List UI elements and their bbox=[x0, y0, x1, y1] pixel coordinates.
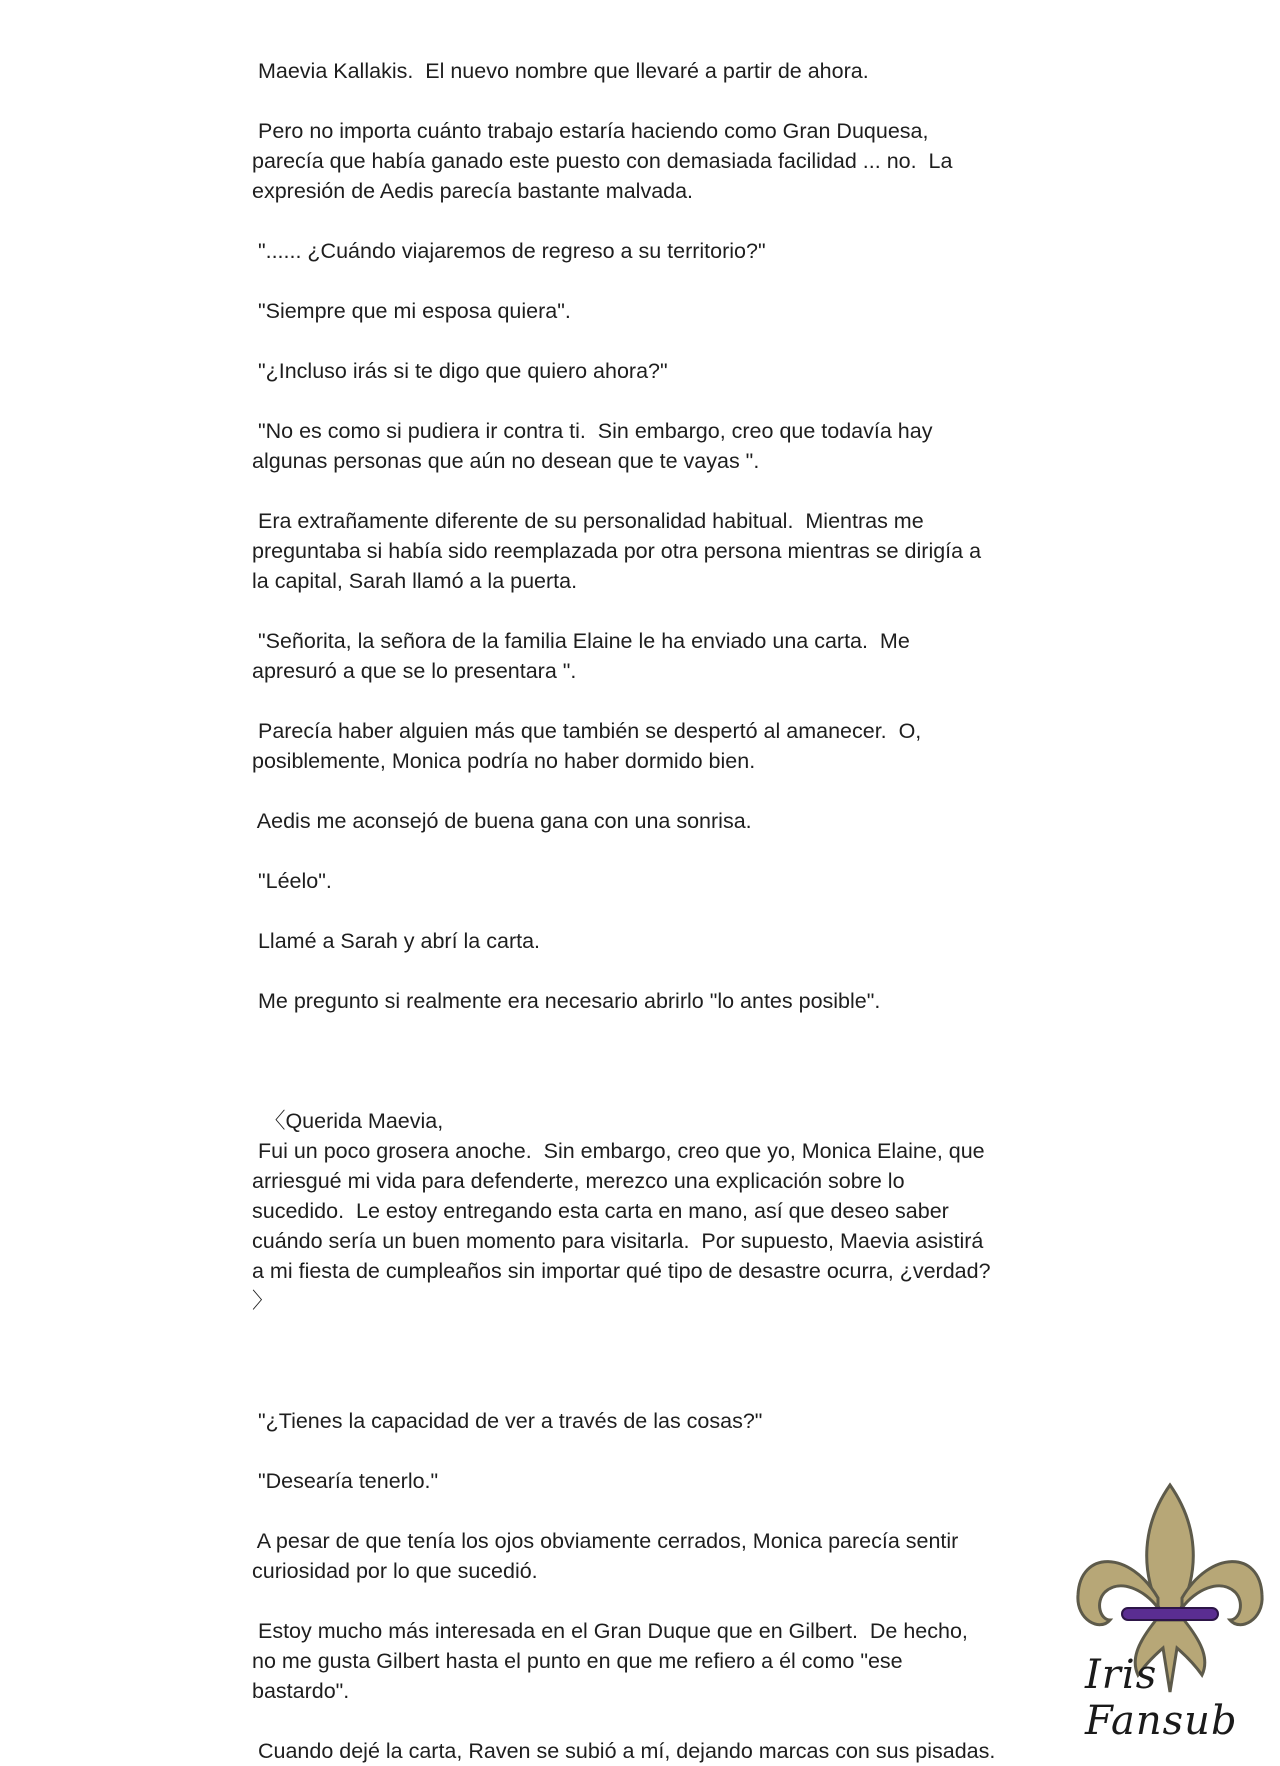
paragraph: Maevia Kallakis. El nuevo nombre que llevaré a partir de ahora. bbox=[252, 59, 869, 83]
paragraph: Parecía haber alguien más que también se despertó al amanecer. O, posiblemente, Monica podría no haber dormido bien. bbox=[252, 719, 922, 773]
paragraph: Aedis me aconsejó de buena gana con una sonrisa. bbox=[252, 809, 752, 833]
paragraph: "No es como si pudiera ir contra ti. Sin embargo, creo que todavía hay algunas personas que aún no desean que te vayas ". bbox=[252, 419, 933, 473]
paragraph: "...... ¿Cuándo viajaremos de regreso a su territorio?" bbox=[252, 239, 766, 263]
paragraph: Cuando dejé la carta, Raven se subió a mí, dejando marcas con sus pisadas. bbox=[252, 1739, 996, 1763]
paragraph: "Siempre que mi esposa quiera". bbox=[252, 299, 571, 323]
paragraph: Pero no importa cuánto trabajo estaría haciendo como Gran Duquesa, parecía que había ganado este puesto con demasiada facilidad ... no. La expresión de Aedis parecía bastante malvada. bbox=[252, 119, 953, 203]
paragraph: "Señorita, la señora de la familia Elaine le ha enviado una carta. Me apresuró a que se lo presentara ". bbox=[252, 629, 910, 683]
letter-block: 〈Querida Maevia, Fui un poco grosera anoche. Sin embargo, creo que yo, Monica Elaine, que arriesgué mi vida para defenderte, merezco una explicación sobre lo sucedido. Le estoy entregando esta carta en mano, así que deseo saber cuándo sería un buen momento para visitarla. Por supuesto, Maevia asistirá a mi fiesta de cumpleaños sin importar qué tipo de desastre ocurra, ¿verdad? 〉 bbox=[252, 1109, 991, 1313]
paragraph: A pesar de que tenía los ojos obviamente cerrados, Monica parecía sentir curiosidad por lo que sucedió. bbox=[252, 1529, 959, 1583]
watermark-text: Iris Fansub bbox=[1085, 1652, 1238, 1744]
paragraph: "¿Incluso irás si te digo que quiero ahora?" bbox=[252, 359, 668, 383]
paragraph: Llamé a Sarah y abrí la carta. bbox=[252, 929, 541, 953]
paragraph: Me pregunto si realmente era necesario abrirlo "lo antes posible". bbox=[252, 989, 881, 1013]
paragraph: "Desearía tenerlo." bbox=[252, 1469, 439, 1493]
document-page bbox=[252, 56, 1052, 1766]
paragraph: Era extrañamente diferente de su personalidad habitual. Mientras me preguntaba si había sido reemplazada por otra persona mientras se dirigía a la capital, Sarah llamó a la puerta. bbox=[252, 509, 982, 593]
paragraph: Estoy mucho más interesada en el Gran Duque que en Gilbert. De hecho, no me gusta Gilbert hasta el punto en que me refiero a él como "ese bastardo". bbox=[252, 1619, 968, 1703]
paragraph: "¿Tienes la capacidad de ver a través de las cosas?" bbox=[252, 1409, 763, 1433]
paragraph: "Léelo". bbox=[252, 869, 332, 893]
